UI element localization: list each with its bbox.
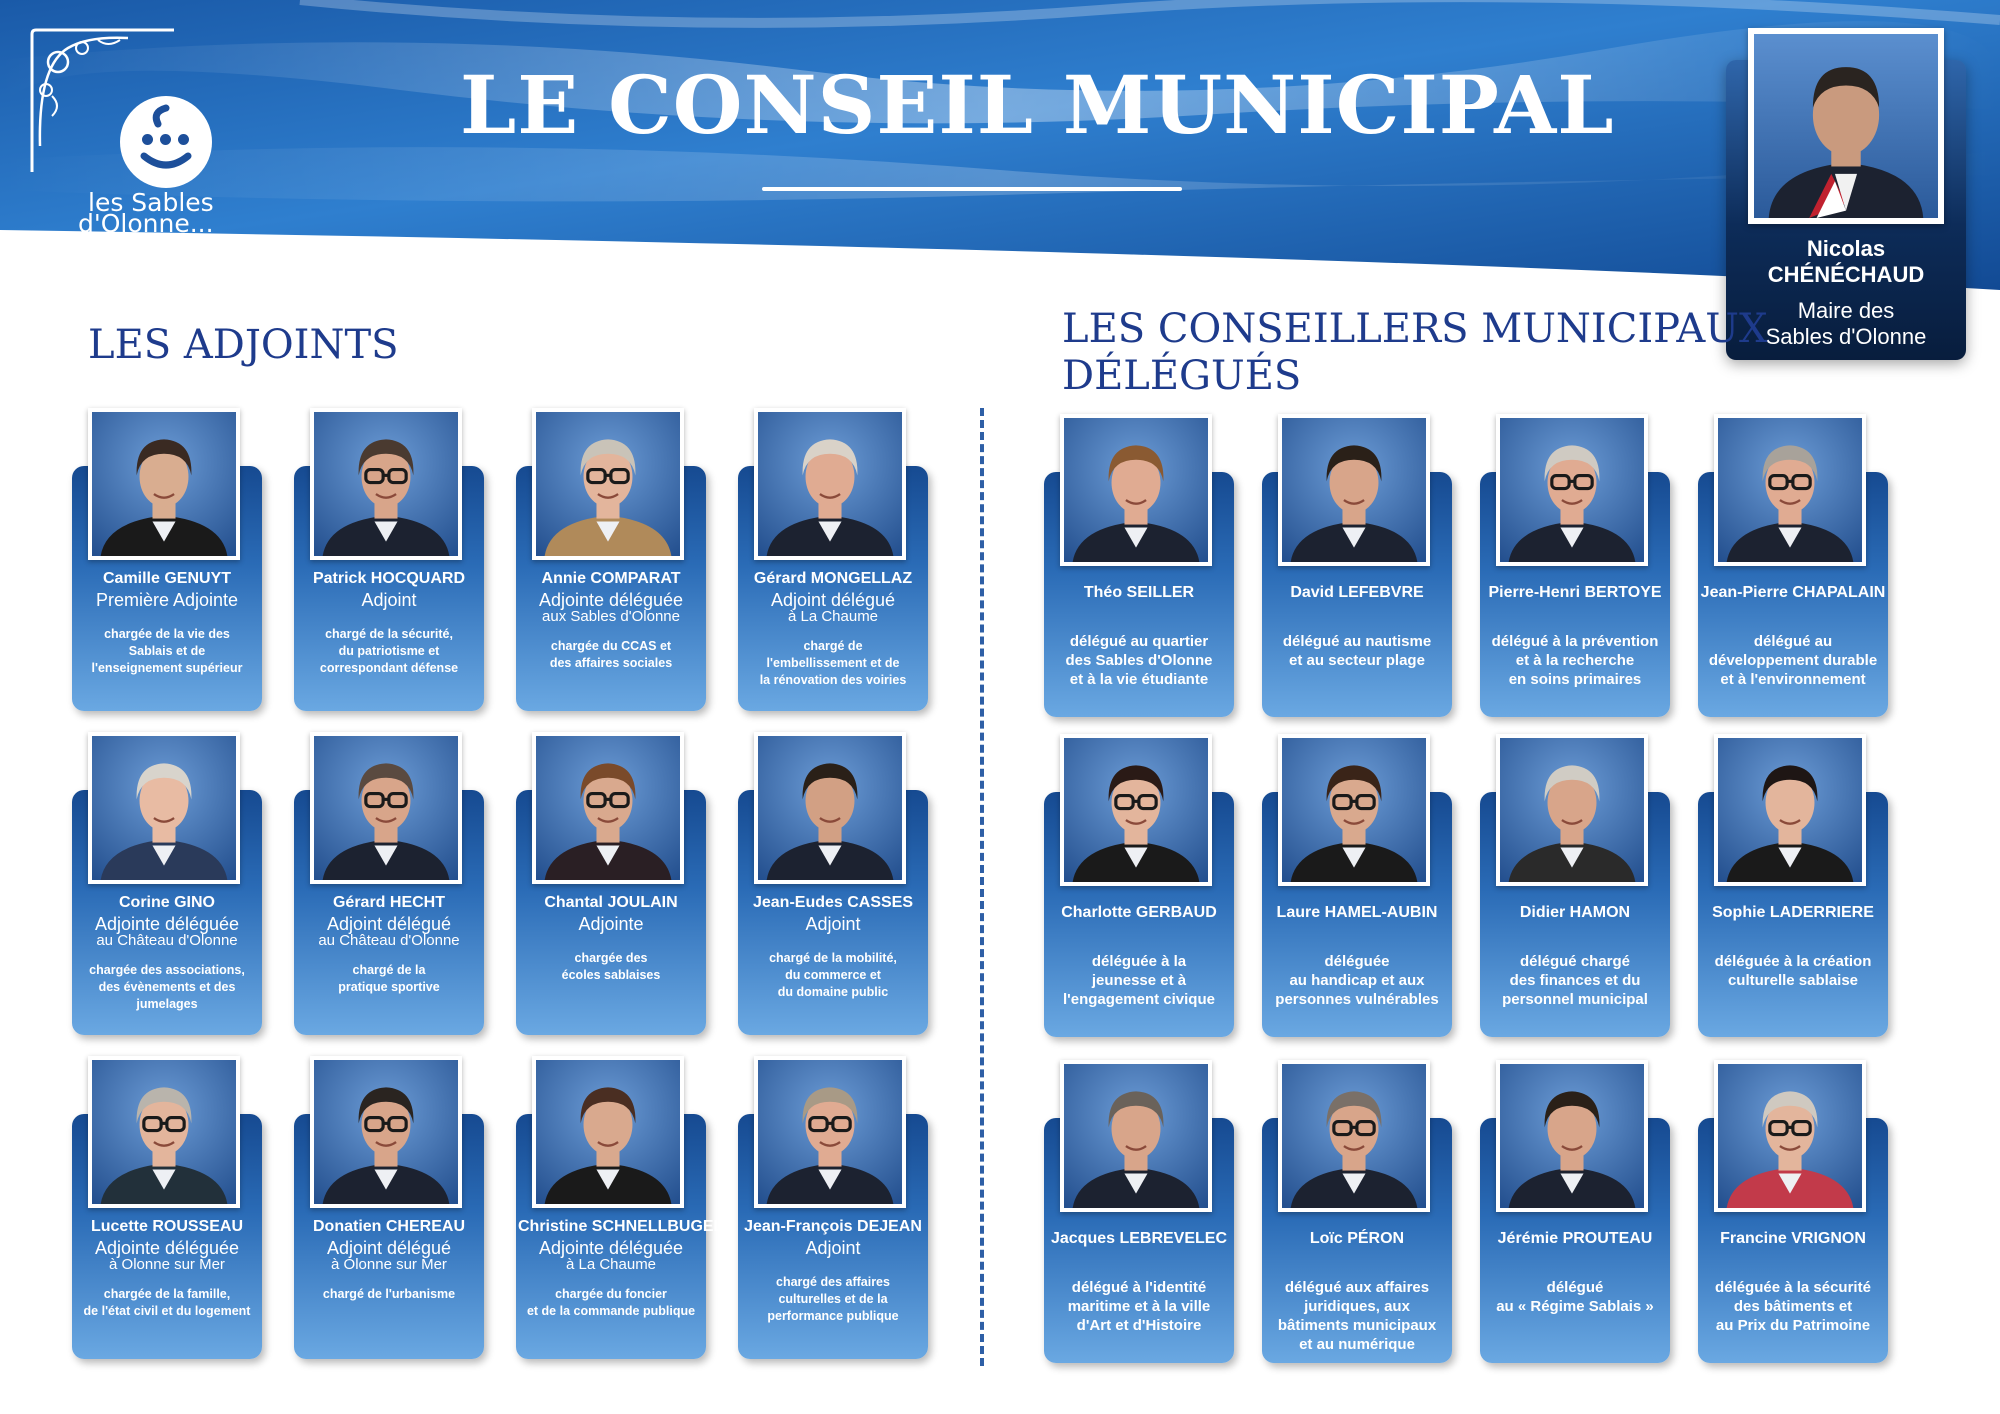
delegue-photo <box>1714 734 1866 886</box>
delegue-duty: délégué chargé des finances et du personnel municipal <box>1502 953 1648 1008</box>
delegue-duty: délégué aux affaires juridiques, aux bâtiments municipaux et au numérique <box>1277 1279 1437 1353</box>
adjoint-role: Adjointe déléguée <box>538 1238 684 1258</box>
delegue-name: Jérémie PROUTEAU <box>1497 1230 1653 1247</box>
mayor-role-line1: Maire des <box>1797 298 1895 323</box>
adjoint-photo <box>532 1056 684 1208</box>
delegue-name: Francine VRIGNON <box>1720 1230 1866 1247</box>
adjoint-role: Adjointe <box>578 914 644 934</box>
adjoint-card-corine-gino <box>72 790 262 1035</box>
adjoint-duty: chargé de l'urbanisme <box>322 1287 456 1301</box>
adjoint-role-sub: au Château d'Olonne <box>318 932 460 949</box>
adjoint-duty: chargé de la pratique sportive <box>338 963 440 994</box>
adjoint-duty: chargée du foncier et de la commande publique <box>526 1287 696 1318</box>
delegue-duty: déléguée au handicap et aux personnes vulnérables <box>1275 953 1439 1008</box>
delegue-card-charlotte-gerbaud <box>1044 792 1234 1037</box>
delegue-card-sophie-laderriere <box>1698 792 1888 1037</box>
adjoint-role: Adjoint délégué <box>770 590 896 610</box>
delegue-name: Didier HAMON <box>1519 904 1631 921</box>
adjoints-section-title: LES ADJOINTS <box>88 322 399 368</box>
delegue-photo <box>1060 414 1212 566</box>
delegue-name: Sophie LADERRIERE <box>1712 904 1874 921</box>
portrait-icon <box>1718 418 1862 562</box>
delegue-duty: délégué au « Régime Sablais » <box>1496 1279 1654 1315</box>
adjoint-role: Adjoint délégué <box>326 914 452 934</box>
adjoint-card-chantal-joulain <box>516 790 706 1035</box>
delegue-name: Charlotte GERBAUD <box>1061 904 1217 921</box>
adjoint-name: Gérard MONGELLAZ <box>753 570 913 587</box>
adjoint-card-jean-francois-dejean <box>738 1114 928 1359</box>
delegue-card-david-lefebvre <box>1262 472 1452 717</box>
adjoint-role-sub: à La Chaume <box>565 1256 657 1273</box>
portrait-icon <box>1282 1064 1426 1208</box>
adjoint-role: Adjoint <box>805 914 861 934</box>
adjoint-duty: chargée des écoles sablaises <box>561 951 661 982</box>
adjoint-role-sub: à La Chaume <box>787 608 879 625</box>
delegue-card-laure-hamel-aubin <box>1262 792 1452 1037</box>
portrait-icon <box>758 1060 902 1204</box>
mayor-first-name: Nicolas <box>1806 236 1886 261</box>
adjoint-role: Première Adjointe <box>95 590 239 610</box>
adjoint-card-jean-eudes-casses <box>738 790 928 1035</box>
logo-mark-icon <box>120 96 212 188</box>
delegue-name: Jacques LEBREVELEC <box>1050 1230 1228 1247</box>
adjoint-role: Adjointe déléguée <box>538 590 684 610</box>
adjoint-duty: chargée de la famille, de l'état civil et du logement <box>83 1287 251 1318</box>
delegue-duty: déléguée à la jeunesse et à l'engagement civique <box>1063 953 1215 1008</box>
adjoint-name: Jean-François DEJEAN <box>744 1218 922 1235</box>
adjoint-name: Christine SCHNELLBUGEL <box>518 1218 724 1235</box>
adjoint-card-donatien-chereau <box>294 1114 484 1359</box>
adjoint-duty: chargée de la vie des Sablais et de l'enseignement supérieur <box>91 627 243 675</box>
delegue-name: Loïc PÉRON <box>1309 1230 1405 1247</box>
portrait-icon <box>1282 738 1426 882</box>
portrait-icon <box>1064 738 1208 882</box>
delegue-photo <box>1714 1060 1866 1212</box>
portrait-icon <box>92 736 236 880</box>
adjoint-photo <box>532 408 684 560</box>
portrait-icon <box>314 736 458 880</box>
portrait-icon <box>536 736 680 880</box>
adjoint-role-sub: à Olonne sur Mer <box>109 1256 225 1273</box>
mayor-portrait-icon <box>1754 34 1938 218</box>
delegue-photo <box>1060 734 1212 886</box>
adjoint-photo <box>532 732 684 884</box>
delegues-section-title-line2: DÉLÉGUÉS <box>1062 353 1302 399</box>
logo-text-line2: d'Olonne... <box>78 209 214 238</box>
delegue-photo <box>1060 1060 1212 1212</box>
delegue-duty: déléguée à la sécurité des bâtiments et au Prix du Patrimoine <box>1715 1279 1871 1334</box>
delegue-card-theo-seiller <box>1044 472 1234 717</box>
delegue-photo <box>1496 1060 1648 1212</box>
adjoint-photo <box>310 408 462 560</box>
adjoint-card-lucette-rousseau <box>72 1114 262 1359</box>
adjoint-name: Chantal JOULAIN <box>544 894 678 911</box>
adjoint-duty: chargé de l'embellissement et de la rénovation des voiries <box>759 639 907 687</box>
adjoint-card-gerard-hecht <box>294 790 484 1035</box>
portrait-icon <box>758 412 902 556</box>
delegue-photo <box>1496 414 1648 566</box>
adjoint-duty: chargé des affaires culturelles et de la performance publique <box>767 1275 899 1323</box>
delegues-section-title-line1: LES CONSEILLERS MUNICIPAUX <box>1062 306 1768 352</box>
delegue-duty: déléguée à la création culturelle sablaise <box>1714 953 1872 989</box>
adjoint-role: Adjoint délégué <box>326 1238 452 1258</box>
adjoint-role: Adjoint <box>805 1238 861 1258</box>
adjoint-name: Jean-Eudes CASSES <box>752 894 914 911</box>
delegue-photo <box>1278 1060 1430 1212</box>
delegue-name: Pierre-Henri BERTOYE <box>1488 584 1662 601</box>
adjoint-name: Donatien CHEREAU <box>312 1218 465 1235</box>
adjoint-duty: chargée des associations, des évènements et des jumelages <box>89 963 245 1011</box>
adjoint-photo <box>754 732 906 884</box>
adjoint-duty: chargé de la mobilité, du commerce et du domaine public <box>769 951 897 999</box>
logo-text-line1: les Sables <box>88 188 214 217</box>
adjoint-photo <box>88 408 240 560</box>
portrait-icon <box>1064 1064 1208 1208</box>
mayor-role-line2: Sables d'Olonne <box>1765 324 1927 349</box>
adjoint-photo <box>310 1056 462 1208</box>
adjoint-photo <box>310 732 462 884</box>
adjoint-role-sub: au Château d'Olonne <box>96 932 238 949</box>
adjoint-role: Adjointe déléguée <box>94 1238 240 1258</box>
delegue-duty: délégué à la prévention et à la recherche en soins primaires <box>1491 633 1659 688</box>
portrait-icon <box>758 736 902 880</box>
adjoint-duty: chargé de la sécurité, du patriotisme et correspondant défense <box>319 627 459 675</box>
adjoint-photo <box>754 1056 906 1208</box>
delegue-card-pierre-henri-bertoye <box>1480 472 1670 717</box>
delegue-name: Laure HAMEL-AUBIN <box>1276 904 1438 921</box>
adjoint-duty: chargée du CCAS et des affaires sociales <box>549 639 673 670</box>
delegue-duty: délégué à l'identité maritime et à la ville d'Art et d'Histoire <box>1067 1279 1211 1334</box>
adjoint-card-camille-genuyt <box>72 466 262 711</box>
delegue-name: David LEFEBVRE <box>1290 584 1424 601</box>
portrait-icon <box>92 412 236 556</box>
portrait-icon <box>92 1060 236 1204</box>
adjoint-name: Annie COMPARAT <box>541 570 681 587</box>
portrait-icon <box>536 1060 680 1204</box>
mayor-last-name: CHÉNÉCHAUD <box>1767 262 1925 287</box>
adjoint-photo <box>754 408 906 560</box>
delegue-photo <box>1278 734 1430 886</box>
portrait-icon <box>1500 1064 1644 1208</box>
adjoint-card-annie-comparat <box>516 466 706 711</box>
delegue-card-francine-vrignon <box>1698 1118 1888 1363</box>
adjoint-role: Adjointe déléguée <box>94 914 240 934</box>
delegue-name: Théo SEILLER <box>1083 584 1195 601</box>
page-title: LE CONSEIL MUNICIPAL <box>460 58 1615 152</box>
delegue-photo <box>1496 734 1648 886</box>
adjoint-name: Patrick HOCQUARD <box>312 570 466 587</box>
mayor-photo <box>1748 28 1944 224</box>
adjoint-photo <box>88 1056 240 1208</box>
delegue-card-jean-pierre-chapalain <box>1698 472 1888 717</box>
adjoint-role: Adjoint <box>361 590 417 610</box>
delegue-name: Jean-Pierre CHAPALAIN <box>1700 584 1886 601</box>
adjoint-role-sub: aux Sables d'Olonne <box>542 608 680 625</box>
delegue-card-didier-hamon <box>1480 792 1670 1037</box>
portrait-icon <box>1500 738 1644 882</box>
portrait-icon <box>1718 1064 1862 1208</box>
adjoint-card-patrick-hocquard <box>294 466 484 711</box>
delegue-card-jeremie-prouteau <box>1480 1118 1670 1363</box>
adjoint-name: Gérard HECHT <box>332 894 446 911</box>
delegue-card-jacques-lebrevelec <box>1044 1118 1234 1363</box>
adjoint-role-sub: à Olonne sur Mer <box>331 1256 447 1273</box>
city-logo <box>28 26 218 238</box>
title-underline <box>762 187 1182 191</box>
adjoint-name: Corine GINO <box>118 894 215 911</box>
portrait-icon <box>314 412 458 556</box>
delegue-duty: délégué au nautisme et au secteur plage <box>1282 633 1432 669</box>
portrait-icon <box>1500 418 1644 562</box>
delegue-card-loic-peron <box>1262 1118 1452 1363</box>
delegue-duty: délégué au quartier des Sables d'Olonne et à la vie étudiante <box>1065 633 1213 688</box>
delegue-photo <box>1278 414 1430 566</box>
adjoint-card-christine-schnellbugel <box>516 1114 724 1359</box>
portrait-icon <box>1282 418 1426 562</box>
delegue-photo <box>1714 414 1866 566</box>
portrait-icon <box>1718 738 1862 882</box>
section-divider <box>980 408 984 1366</box>
delegue-duty: délégué au développement durable et à l'environnement <box>1708 633 1878 688</box>
adjoint-name: Camille GENUYT <box>102 570 232 587</box>
adjoint-card-gerard-mongellaz <box>738 466 928 711</box>
portrait-icon <box>1064 418 1208 562</box>
portrait-icon <box>314 1060 458 1204</box>
adjoint-name: Lucette ROUSSEAU <box>90 1218 244 1235</box>
adjoint-photo <box>88 732 240 884</box>
portrait-icon <box>536 412 680 556</box>
